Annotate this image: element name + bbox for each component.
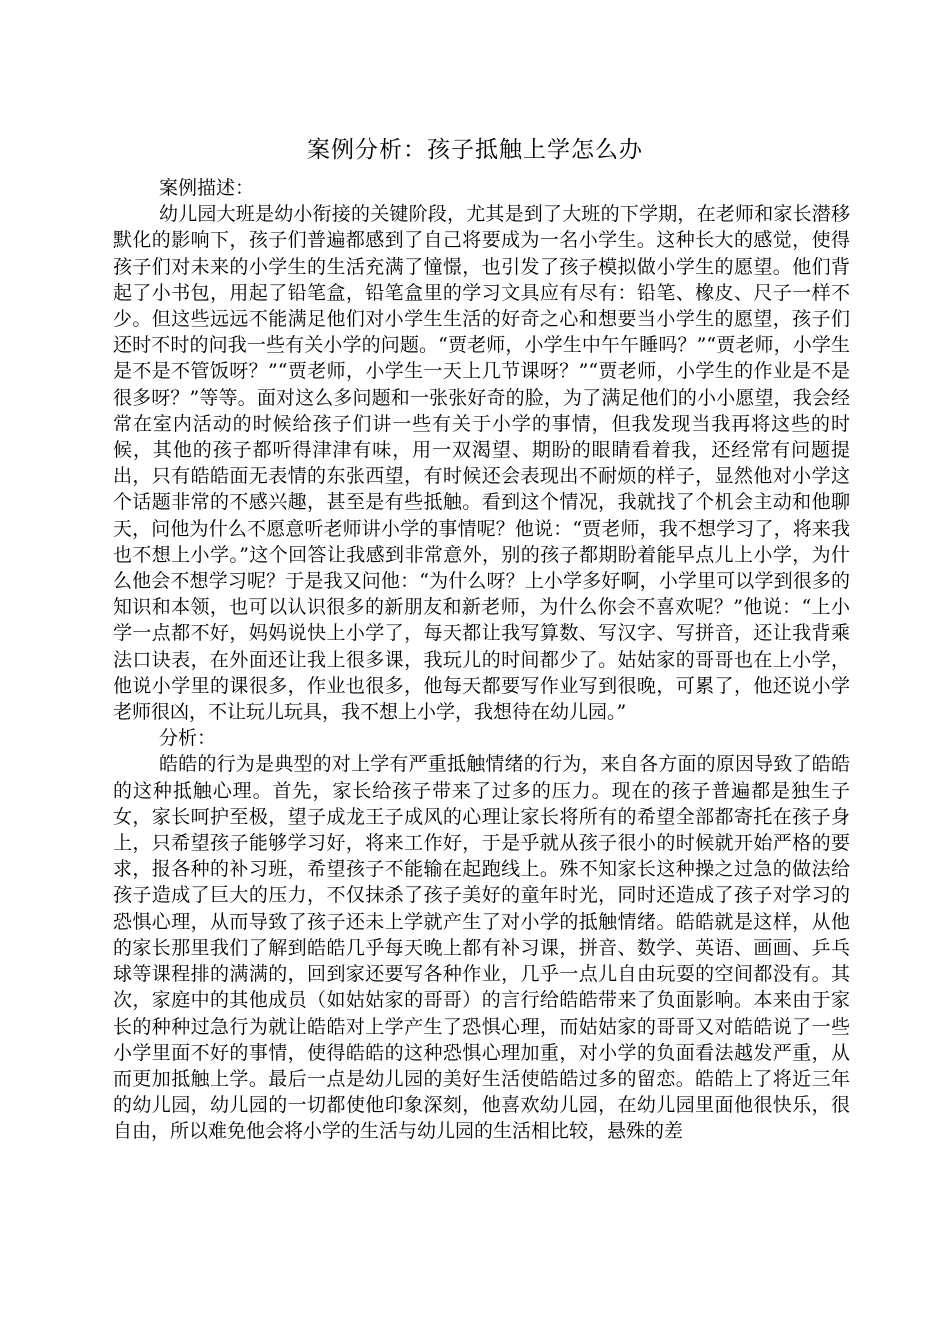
- document-body: [113, 175, 850, 1145]
- document-title: 案例分析：孩子抵触上学怎么办: [307, 137, 643, 163]
- analysis-paragraph: 皓皓的行为是典型的对上学有严重抵触情绪的行为，来自各方面的原因导致了皓皓的这种抵触心理。首先，家长给孩子带来了过多的压力。现在的孩子普遍都是独生子女，家长呵护至极，望子成龙王子成风的心理让家长将所有的希望全部都寄托在孩子身上，只希望孩子能够学习好，将来工作好，于是乎就从孩子很小的时候就开始严格的要求，报各种的补习班，希望孩子不能输在起跑线上。殊不知家长这种操之过急的做法给孩子造成了巨大的压力，不仅抹杀了孩子美好的童年时光，同时还造成了孩子对学习的恐惧心理，从而导致了孩子还未上学就产生了对小学的抵触情绪。皓皓就是这样，从他的家长那里我们了解到皓皓几乎每天晚上都有补习课，拼音、数学、英语、画画、乒乓球等课程排的满满的，回到家还要写各种作业，几乎一点儿自由玩耍的空间都没有。其次，家庭中的其他成员（如姑姑家的哥哥）的言行给皓皓带来了负面影响。本来由于家长的种种过急行为就让皓皓对上学产生了恐惧心理，而姑姑家的哥哥又对皓皓说了一些小学里面不好的事情，使得皓皓的这种恐惧心理加重，对小学的负面看法越发严重，从而更加抵触上学。最后一点是幼儿园的美好生活使皓皓过多的留恋。皓皓上了将近三年的幼儿园，幼儿园的一切都使他印象深刻，他喜欢幼儿园，在幼儿园里面他很快乐，很自由，所以难免他会将小学的生活与幼儿园的生活相比较，悬殊的差: [113, 753, 850, 1143]
- section-label-analysis: 分析：: [159, 727, 217, 750]
- section-label-description: 案例描述：: [159, 177, 255, 199]
- description-paragraph: 幼儿园大班是幼小衔接的关键阶段，尤其是到了大班的下学期，在老师和家长潜移默化的影响下，孩子们普遍都感到了自己将要成为一名小学生。这种长大的感觉，使得孩子们对未来的小学生的生活充满了憧憬，也引发了孩子模拟做小学生的愿望。他们背起了小书包，用起了铅笔盒，铅笔盒里的学习文具应有尽有：铅笔、橡皮、尺子一样不少。但这些远远不能满足他们对小学生生活的好奇之心和想要当小学生的愿望，孩子们还时不时的问我一些有关小学的问题。“贾老师，小学生中午午睡吗？”“贾老师，小学生是不是不管饭呀？”“贾老师，小学生一天上几节课呀？”“贾老师，小学生的作业是不是很多呀？”等等。面对这么多问题和一张张好奇的脸，为了满足他们的小小愿望，我会经常在室内活动的时候给孩子们讲一些有关于小学的事情，但我发现当我再将这些的时候，其他的孩子都听得津津有味，用一双渴望、期盼的眼睛看着我，还经常有问题提出，只有皓皓面无表情的东张西望，有时候还会表现出不耐烦的样子，显然他对小学这个话题非常的不感兴趣，甚至是有些抵触。看到这个情况，我就找了个机会主动和他聊天，问他为什么不愿意听老师讲小学的事情呢？他说：“贾老师，我不想学习了，将来我也不想上小学。”这个回答让我感到非常意外，别的孩子都期盼着能早点儿上小学，为什么他会不想学习呢？于是我又问他：“为什么呀？上小学多好啊，小学里可以学到很多的知识和本领，也可以认识很多的新朋友和新老师，为什么你会不喜欢呢？”他说：“上小学一点都不好，妈妈说快上小学了，每天都让我写算数、写汉字、写拼音，还让我背乘法口诀表，在外面还让我上很多课，我玩儿的时间都少了。姑姑家的哥哥也在上小学，他说小学里的课很多，作业也很多，他每天都要写作业写到很晚，可累了，他还说小学老师很凶，不让玩儿玩具，我不想上小学，我想待在幼儿园。”: [113, 203, 850, 724]
